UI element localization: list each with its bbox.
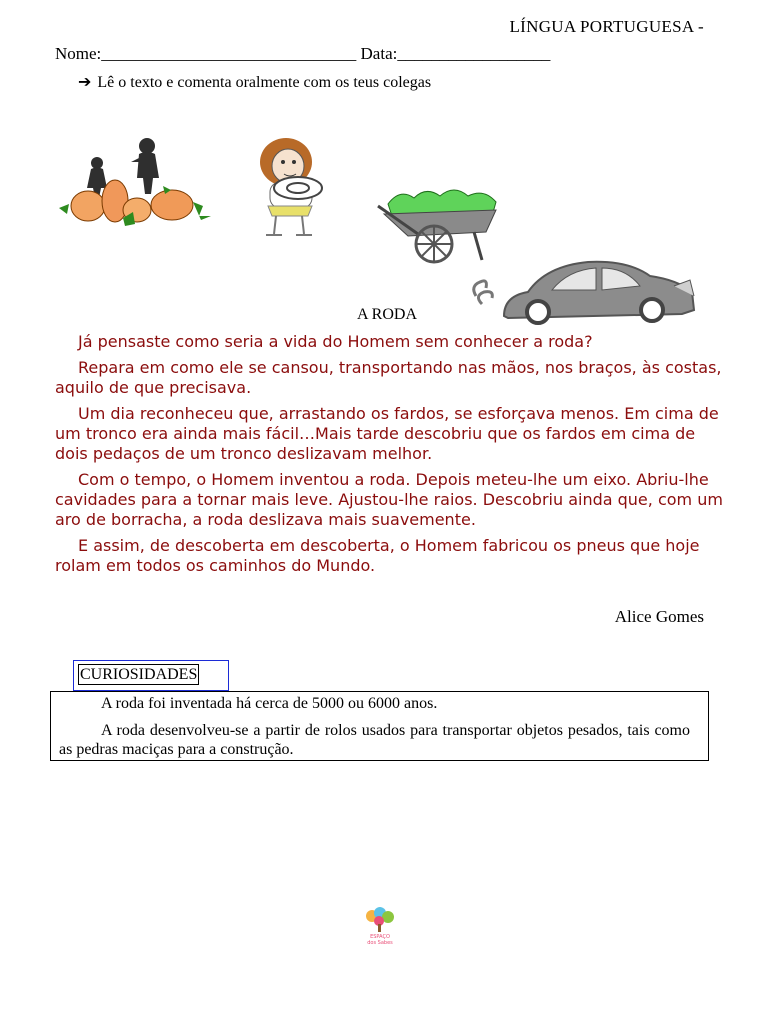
story-paragraph: Repara em como ele se cansou, transportando nas mãos, nos braços, às costas, aquilo de que precisava.	[55, 358, 722, 397]
story-paragraph: E assim, de descoberta em descoberta, o Homem fabricou os pneus que hoje rolam em todos os caminhos do Mundo.	[55, 536, 700, 575]
story-author: Alice Gomes	[614, 607, 704, 626]
school-logo	[360, 906, 400, 948]
instruction	[78, 72, 431, 92]
arrow-right-icon: ➔	[78, 72, 92, 91]
story-paragraph: Já pensaste como seria a vida do Homem sem conhecer a roda?	[78, 332, 593, 351]
logo-text-line2: dos Sabes	[367, 940, 393, 946]
vintage-car-illustration	[468, 256, 700, 322]
story-text	[55, 332, 725, 582]
pumpkins-illustration	[55, 136, 215, 231]
curiosidade-item: A roda foi inventada há cerca de 5000 ou 6000 anos.	[101, 695, 438, 712]
wheelbarrow-illustration	[378, 186, 502, 266]
curiosidade-item: A roda desenvolveu-se a partir de rolos usados para transportar objetos pesados, tais como as pedras maciças para a construção.	[59, 722, 690, 758]
story-paragraph: Com o tempo, o Homem inventou a roda. Depois meteu-lhe um eixo. Abriu-lhe cavidades para a tornar mais leve. Ajustou-lhe raios. Descobriu ainda que, com um aro de borracha, a roda deslizava mais suavemente.	[55, 470, 723, 529]
instruction-text: Lê o texto e comenta oralmente com os teus colegas	[97, 74, 432, 91]
story-paragraph: Um dia reconheceu que, arrastando os fardos, se esforçava menos. Em cima de um tronco era ainda mais fácil…Mais tarde descobriu que os fardos em cima de dois pedaços de um tronco deslizavam melhor.	[55, 404, 719, 463]
curiosidades-label-frame	[73, 660, 229, 691]
caveman-illustration	[250, 136, 335, 238]
story-title: A RODA	[357, 306, 418, 323]
curiosidades-box	[50, 691, 709, 761]
curiosidades-label: CURIOSIDADES	[80, 666, 198, 683]
name-date-line: Nome:______________________________ Data:__________________	[55, 44, 551, 63]
logo-text-line1: ESPAÇO	[370, 934, 390, 940]
subject-header: LÍNGUA PORTUGUESA -	[509, 17, 704, 36]
